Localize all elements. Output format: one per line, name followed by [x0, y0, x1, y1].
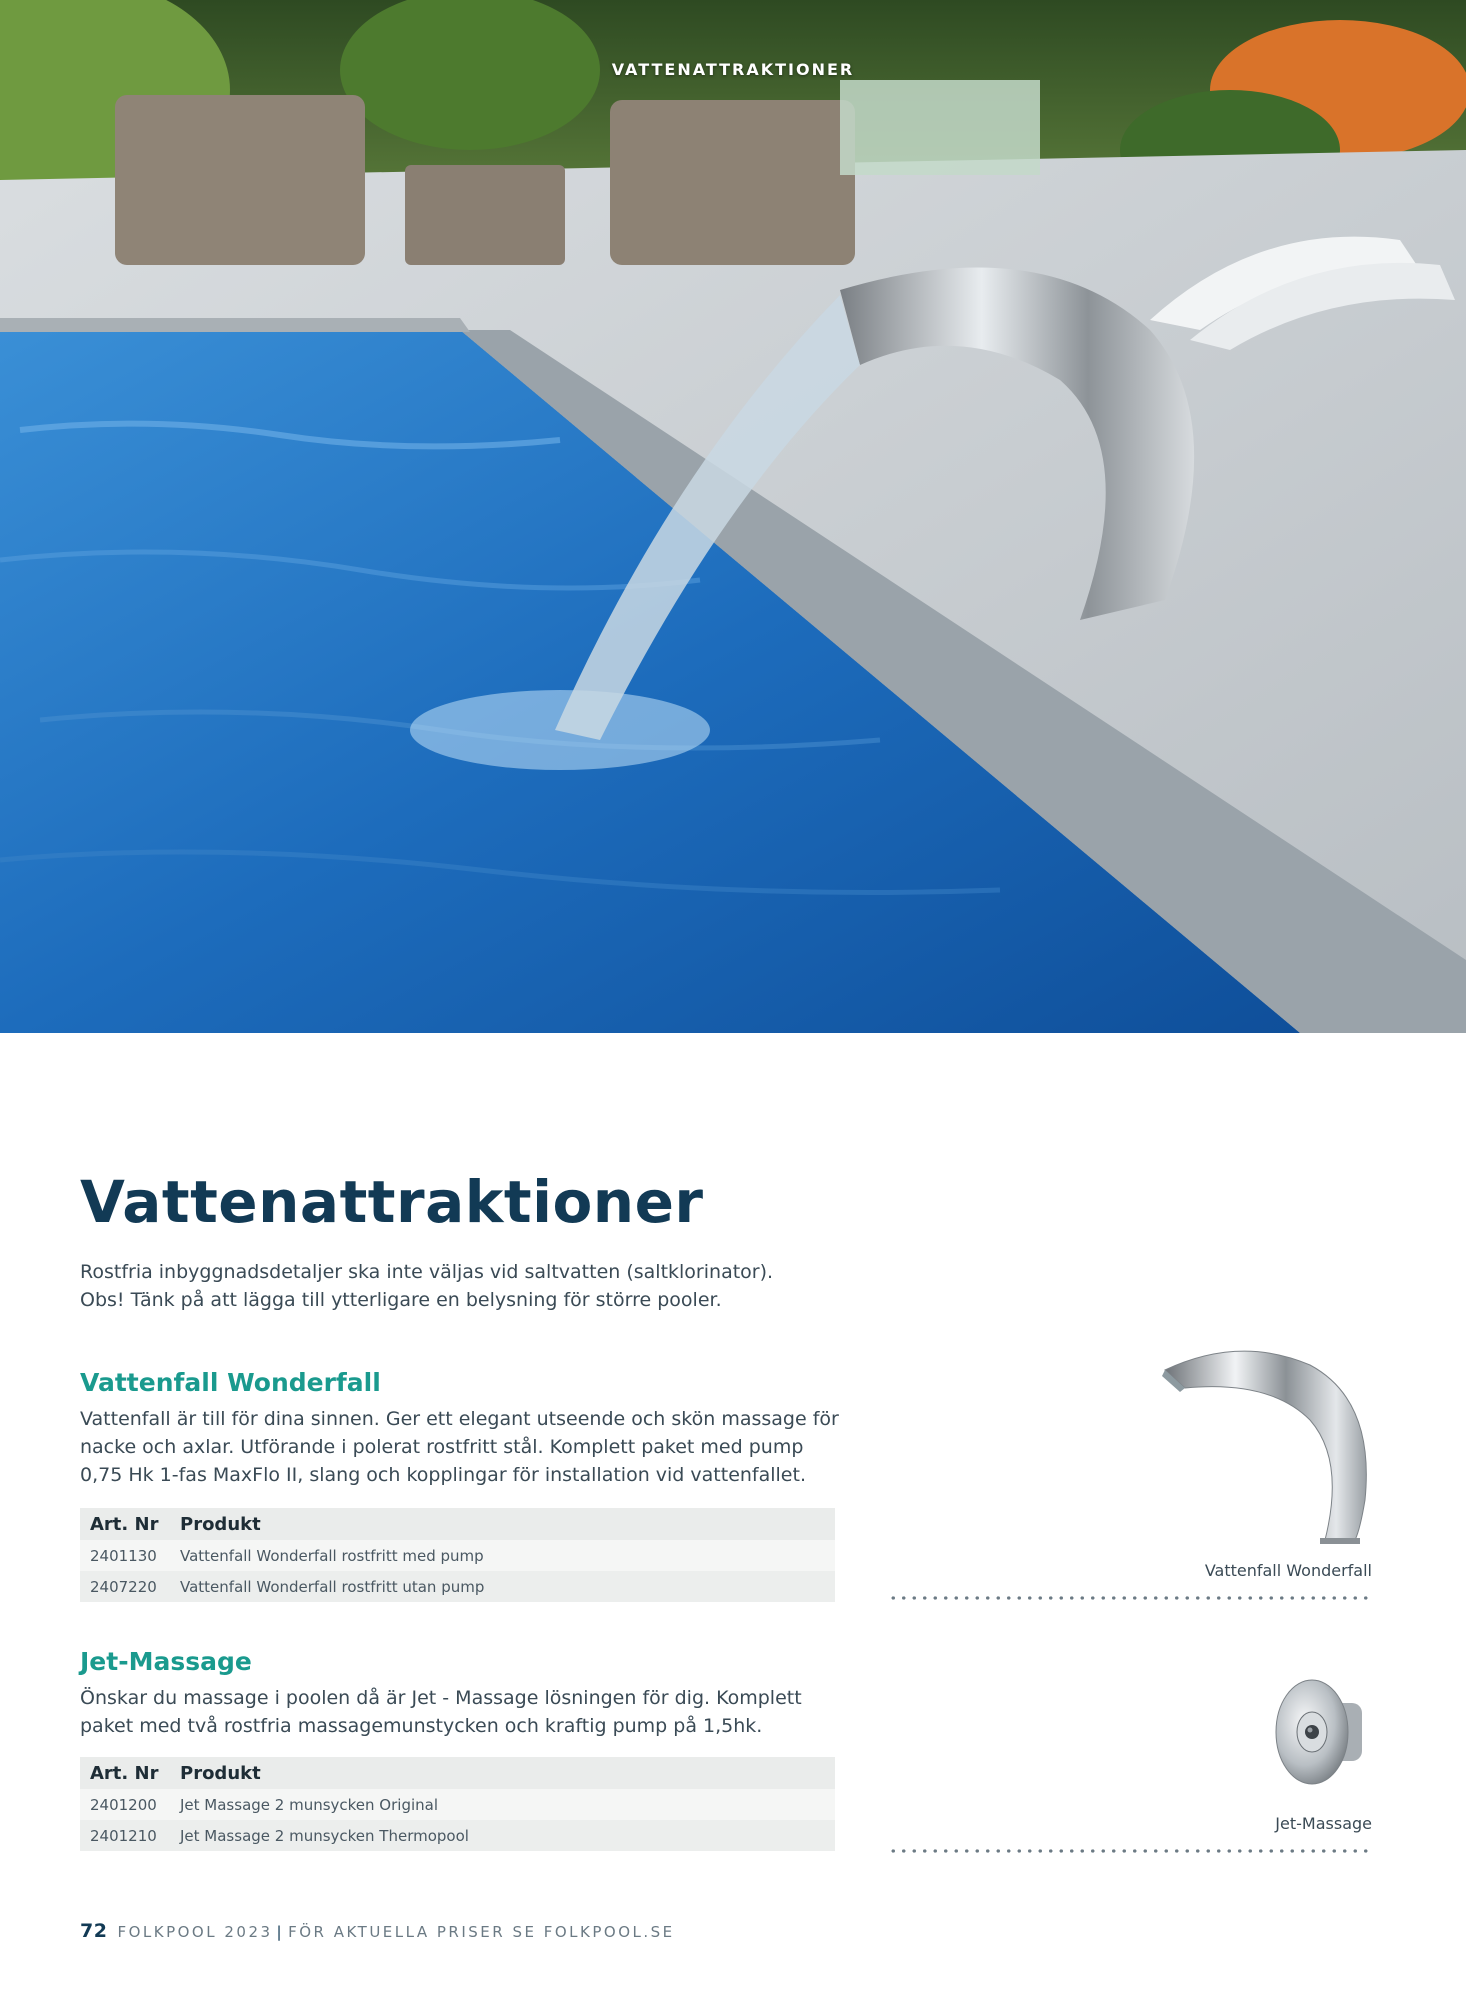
- description-line: Vattenfall är till för dina sinnen. Ger ett elegant utseende och skön massage för: [80, 1408, 839, 1430]
- dotted-divider: [888, 1849, 1374, 1853]
- page-number: 72: [80, 1920, 108, 1942]
- product-cell: Vattenfall Wonderfall rostfritt utan pump: [180, 1577, 485, 1596]
- product-cell: Jet Massage 2 munsycken Original: [180, 1795, 439, 1814]
- page-footer: [80, 1920, 675, 1942]
- description-line: 0,75 Hk 1-fas MaxFlo II, slang och kopplingar för installation vid vattenfallet.: [80, 1464, 806, 1486]
- page-title: Vattenattraktioner: [80, 1168, 704, 1236]
- product-table-jet-massage: [80, 1757, 835, 1851]
- intro-text: [80, 1258, 840, 1314]
- description-line: nacke och axlar. Utförande i polerat rostfritt stål. Komplett paket med pump: [80, 1436, 804, 1458]
- column-header-produkt: Produkt: [180, 1513, 261, 1535]
- column-header-produkt: Produkt: [180, 1762, 261, 1784]
- description-line: paket med två rostfria massagemunstycken och kraftig pump på 1,5hk.: [80, 1715, 763, 1737]
- column-header-art-nr: Art. Nr: [90, 1513, 159, 1535]
- table-row: [80, 1820, 835, 1851]
- footer-note: FÖR AKTUELLA PRISER SE FOLKPOOL.SE: [288, 1923, 675, 1941]
- footer-separator: |: [276, 1923, 285, 1941]
- section-label: VATTENATTRAKTIONER: [611, 60, 855, 79]
- art-nr-cell: 2401210: [90, 1826, 157, 1845]
- description-line: Önskar du massage i poolen då är Jet - Massage lösningen för dig. Komplett: [80, 1687, 802, 1709]
- table-header: [80, 1508, 835, 1540]
- product-title-wonderfall: Vattenfall Wonderfall: [80, 1368, 381, 1397]
- product-description-jet-massage: [80, 1684, 840, 1740]
- product-table-wonderfall: [80, 1508, 835, 1602]
- wonderfall-product-image: [1160, 1340, 1375, 1550]
- intro-line: Obs! Tänk på att lägga till ytterligare en belysning för större pooler.: [80, 1289, 722, 1311]
- table-row: [80, 1540, 835, 1571]
- intro-line: Rostfria inbyggnadsdetaljer ska inte väljas vid saltvatten (saltklorinator).: [80, 1261, 774, 1283]
- table-row: [80, 1789, 835, 1820]
- jet-massage-product-image: [1272, 1675, 1368, 1790]
- table-row: [80, 1571, 835, 1602]
- art-nr-cell: 2401130: [90, 1546, 157, 1565]
- wonderfall-caption: Vattenfall Wonderfall: [1204, 1561, 1372, 1580]
- column-header-art-nr: Art. Nr: [90, 1762, 159, 1784]
- dotted-divider: [888, 1596, 1374, 1600]
- product-description-wonderfall: [80, 1405, 840, 1489]
- jet-massage-caption: Jet-Massage: [1275, 1814, 1372, 1833]
- table-header: [80, 1757, 835, 1789]
- art-nr-cell: 2401200: [90, 1795, 157, 1814]
- footer-brand: FOLKPOOL 2023: [117, 1923, 273, 1941]
- product-cell: Vattenfall Wonderfall rostfritt med pump: [180, 1546, 484, 1565]
- product-cell: Jet Massage 2 munsycken Thermopool: [180, 1826, 469, 1845]
- art-nr-cell: 2407220: [90, 1577, 157, 1596]
- product-title-jet-massage: Jet-Massage: [80, 1647, 252, 1676]
